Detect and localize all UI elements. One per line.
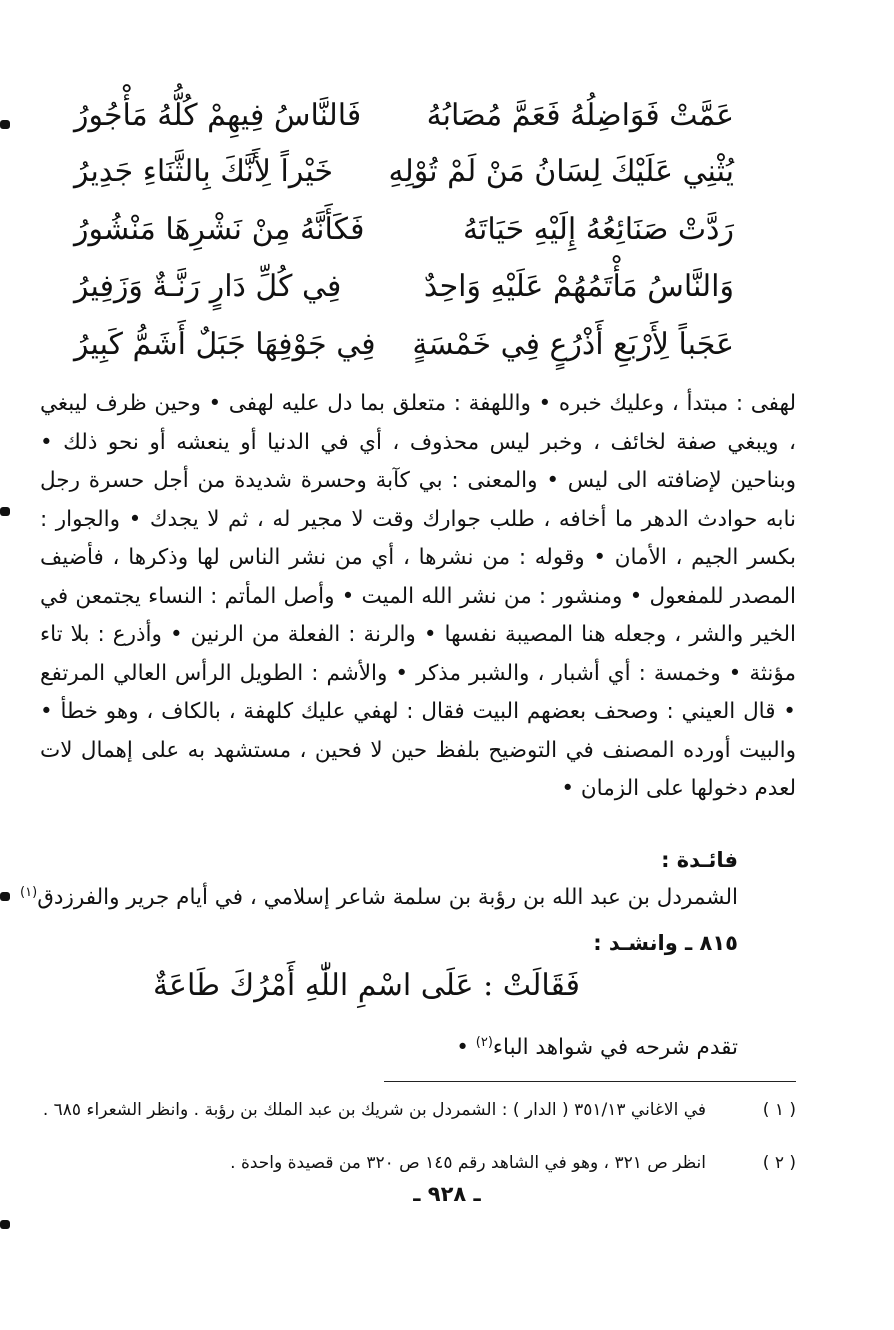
commentary-paragraph <box>40 385 796 809</box>
verse-sadr: رَدَّتْ صَنَائِعُهُ إِلَيْهِ حَيَاتَهُ <box>462 212 734 247</box>
verse-sadr: عَمَّتْ فَوَاضِلُهُ فَعَمَّ مُصَابُهُ <box>426 98 734 133</box>
reference-end: • <box>456 1035 476 1060</box>
footnote-divider <box>384 1081 796 1082</box>
shahid-verse: فَقَالَتْ : عَلَى اسْمِ اللّٰهِ أَمْرُكَ طَاعَةٌ <box>152 968 580 1003</box>
shahid-heading: ٨١٥ ـ وانشـد : <box>593 931 738 955</box>
verse-ajuz: خَيْراً لِأَنَّكَ بِالثَّنَاءِ جَدِيرُ <box>74 154 334 189</box>
footnote-ref[interactable]: (٢) <box>475 1034 493 1050</box>
verse-ajuz: فَكَأَنَّهُ مِنْ نَشْرِهَا مَنْشُورُ <box>74 212 365 247</box>
reference-line <box>456 1030 738 1066</box>
verse-sadr: وَالنَّاسُ مَأْتَمُهُمْ عَلَيْهِ وَاحِدٌ <box>423 269 734 304</box>
footnote-text: انظر ص ٣٢١ ، وهو في الشاهد رقم ١٤٥ ص ٣٢٠ من قصيدة واحدة . <box>230 1153 706 1173</box>
bio-text: الشمردل بن عبد الله بن رؤبة بن سلمة شاعر إسلامي ، في أيام جرير والفرزدق <box>37 885 738 910</box>
verse-ajuz: فِي جَوْفِهَا جَبَلٌ أَشَمُّ كَبِيرُ <box>74 327 376 362</box>
margin-mark <box>0 120 10 129</box>
margin-mark <box>0 507 10 516</box>
reference-text: تقدم شرحه في شواهد الباء <box>492 1035 738 1060</box>
footnote-number: ( ١ ) <box>762 1100 796 1120</box>
verse-sadr: يُثْنِي عَلَيْكَ لِسَانُ مَنْ لَمْ تُوْلِهِ <box>388 154 734 189</box>
page-number: ـ ٩٢٨ ـ <box>413 1182 481 1206</box>
faida-heading: فائـدة : <box>661 848 738 872</box>
footnote <box>40 1098 796 1150</box>
margin-mark <box>0 1220 10 1229</box>
bio-end: • <box>0 885 21 910</box>
verse-ajuz: فَالنَّاسُ فِيهِمْ كُلُّهُ مَأْجُورُ <box>74 98 362 133</box>
verse-ajuz: فِي كُلِّ دَارٍ رَنَّـةٌ وَزَفِيرُ <box>74 269 342 304</box>
bio-line <box>0 880 738 916</box>
footnote <box>40 1151 796 1177</box>
footnote-number: ( ٢ ) <box>762 1153 796 1173</box>
verse-sadr: عَجَباً لِأَرْبَعِ أَذْرُعٍ فِي خَمْسَةٍ <box>412 327 734 362</box>
footnote-text: في الاغاني ٣٥١/١٣ ( الدار ) : الشمردل بن شريك بن عبد الملك بن رؤبة . وانظر الشعراء ٦٨٥ . <box>42 1100 706 1120</box>
footnote-ref[interactable]: (١) <box>20 884 38 900</box>
commentary-text: لهفى : مبتدأ ، وعليك خبره • واللهفة : متعلق بما دل عليه لهفى • وحين ظرف ليبغي ، ويبغي صفة لخائف ، وخبر ليس محذوف ، أي في الدنيا أو ينعشه أو نحو ذلك • وبناحين لإضافته الى ليس • والمعنى : بي كآبة وحسرة شديدة من أجل حسرة رجل نابه حوادث الدهر ما أخافه ، طلب جوارك وقت لا مجير له ، ثم لا يجدك • والجوار : بكسر الجيم ، الأمان • وقوله : من نشرها ، أي من نشر الناس لها وذكرها ، فأضيف المصدر للمفعول • ومنشور : من نشر الله الميت • وأصل المأتم : النساء يجتمعن في الخير والشر ، وجعله هنا المصيبة نفسها • والرنة : الفعلة من الرنين • وأذرع : بلا تاء مؤنثة • وخمسة : أي أشبار ، والشبر مذكر • والأشم : الطويل الرأس العالي المرتفع • قال العيني : وصحف بعضهم البيت فقال : لهفي عليك كلهفة ، بالكاف ، وهو خطأ • والبيت أورده المصنف في التوضيح بلفظ حين لا فحين ، مستشهد به على إهمال لات لعدم دخولها على الزمان • <box>40 391 796 801</box>
